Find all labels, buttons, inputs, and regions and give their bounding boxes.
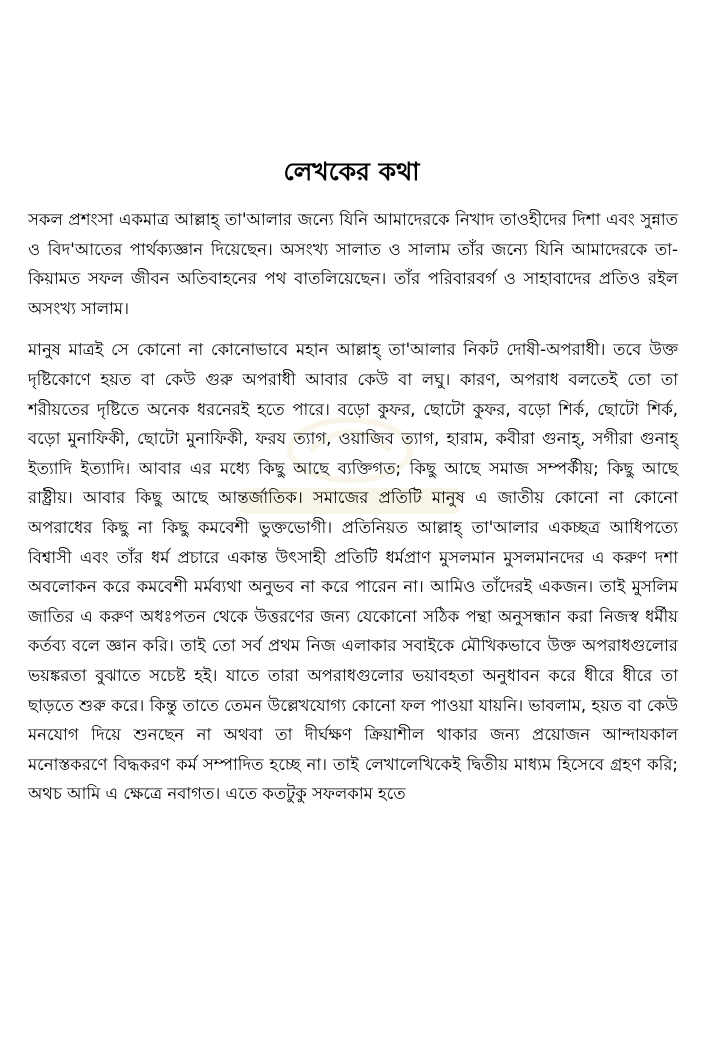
paragraph-intro: সকল প্রশংসা একমাত্র আল্লাহ্ তা'আলার জন্যে যিনি আমাদেরকে নিখাদ তাওহীদের দিশা এবং সুন্নাত ও বিদ'আতের পার্থক্যজ্ঞান দিয়েছেন। অসংখ্য সালাত ও সালাম তাঁর জন্যে যিনি আমাদেরকে তা-কিয়ামত সফল জীবন অতিবাহনের পথ বাতলিয়েছেন। তাঁর পরিবারবর্গ ও সাহাবাদের প্রতিও রইল অসংখ্য সালাম।: [28, 210, 678, 318]
body-text: [28, 205, 678, 809]
paragraph-main: মানুষ মাত্রই সে কোনো না কোনোভাবে মহান আল্লাহ্ তা'আলার নিকট দোষী-অপরাধী। তবে উক্ত দৃষ্টিকোণে হয়ত বা কেউ গুরু অপরাধী আবার কেউ বা লঘু। কারণ, অপরাধ বলতেই তো তা শরীয়তের দৃষ্টিতে অনেক ধরনেরই হতে পারে। বড়ো কুফর, ছোটো কুফর, বড়ো শির্ক, ছোটো শির্ক, বড়ো মুনাফিকী, ছোটো মুনাফিকী, ফরয ত্যাগ, ওয়াজিব ত্যাগ, হারাম, কবীরা গুনাহ্, সগীরা গুনাহ্ ইত্যাদি ইত্যাদি। আবার এর মধ্যে কিছু আছে ব্যক্তিগত; কিছু আছে সমাজ সম্পর্কীয়; কিছু আছে রাষ্ট্রীয়। আবার কিছু আছে আন্তর্জাতিক। সমাজের প্রতিটি মানুষ এ জাতীয় কোনো না কোনো অপরাধের কিছু না কিছু কমবেশী ভুক্তভোগী। প্রতিনিয়ত আল্লাহ্ তা'আলার একচ্ছত্র আধিপত্যে বিশ্বাসী এবং তাঁর ধর্ম প্রচারে একান্ত উৎসাহী প্রতিটি ধর্মপ্রাণ মুসলমান মুসলমানদের এ করুণ দশা অবলোকন করে কমবেশী মর্মব্যথা অনুভব না করে পারেন না। আমিও তাঁদেরই একজন। তাই মুসলিম জাতির এ করুণ অধঃপতন থেকে উত্তরণের জন্য যেকোনো সঠিক পন্থা অনুসন্ধান করা নিজস্ব ধর্মীয় কর্তব্য বলে জ্ঞান করি। তাই তো সর্ব প্রথম নিজ এলাকার সবাইকে মৌখিকভাবে উক্ত অপরাধগুলোর ভয়ঙ্করতা বুঝাতে সচেষ্ট হই। যাতে তারা অপরাধগুলোর ভয়াবহতা অনুধাবন করে ধীরে ধীরে তা ছাড়তে শুরু করে। কিন্তু তাতে তেমন উল্লেখযোগ্য কোনো ফল পাওয়া যায়নি। ভাবলাম, হয়ত বা কেউ মনযোগ দিয়ে শুনছেন না অথবা তা দীর্ঘক্ষণ ক্রিয়াশীল থাকার জন্য প্রয়োজন আন্দাযকাল মনোস্তকরণে বিদ্ধকরণ কর্ম সম্পাদিত হচ্ছে না। তাই লেখালেখিকেই দ্বিতীয় মাধ্যম হিসেবে গ্রহণ করি; অথচ আমি এ ক্ষেত্রে নবাগত। এতে কতটুকু সফলকাম হতে: [28, 340, 678, 804]
page-title: লেখকের কথা: [283, 157, 420, 186]
